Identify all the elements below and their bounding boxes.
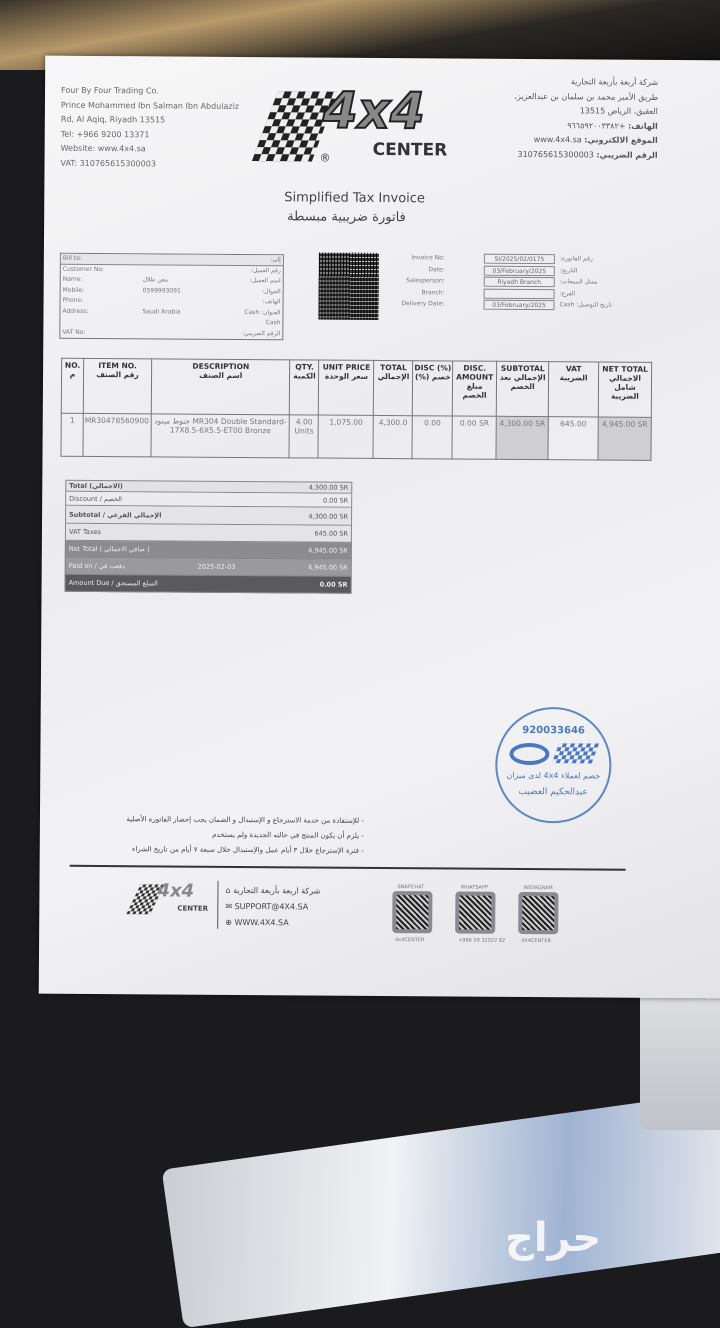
items-table bbox=[60, 358, 652, 461]
column-header-ar: الاجمالي شامل الضريبة bbox=[609, 373, 641, 401]
address-line-1: Prince Mohammed Ibn Salman Ibn Abdulaziz bbox=[60, 100, 240, 111]
company-stamp bbox=[495, 707, 612, 824]
bill-to-label-en: Phone: bbox=[62, 296, 84, 304]
column-header-ar: رقم الصنف bbox=[96, 369, 139, 380]
column-header bbox=[61, 358, 83, 413]
invoice-info-label-ar: الفرع: bbox=[559, 289, 576, 297]
footer-contact bbox=[225, 883, 320, 932]
totals-box bbox=[65, 480, 353, 594]
column-header-en: NO. bbox=[64, 360, 81, 370]
table-cell: 0.00 SR bbox=[452, 416, 496, 459]
column-header-en: DISC (%) bbox=[414, 363, 452, 373]
totals-value: 645.00 SR bbox=[314, 529, 348, 538]
address-line-2: Rd, Al Aqiq, Riyadh 13515 bbox=[60, 114, 166, 125]
footer-divider bbox=[70, 865, 626, 871]
totals-label: Amount Due / المبلغ المستحق bbox=[68, 578, 158, 588]
bill-to-label-ar: الجوال: bbox=[262, 287, 281, 295]
company-logo bbox=[264, 81, 448, 172]
company-info-en bbox=[60, 84, 239, 172]
policy-note: - فترة الإسترجاع خلال ٣ أيام عمل والإستبدال خلال سبعة ٧ أيام من تاريخ الشراء bbox=[132, 845, 364, 855]
column-header-ar: خصم (%) bbox=[414, 372, 451, 382]
totals-value: 4,300.00 SR bbox=[308, 511, 349, 521]
totals-row bbox=[65, 506, 352, 526]
table-cell: 4,945.00 SR bbox=[598, 417, 651, 460]
invoice-info-value: SI/2025/02/0175 bbox=[484, 254, 555, 264]
return-policy-notes bbox=[58, 812, 364, 859]
column-header-ar: الإجمالي bbox=[377, 371, 410, 382]
totals-date: 2025-02-03 bbox=[197, 562, 236, 571]
stamp-phone: 920033646 bbox=[522, 724, 585, 737]
stamp-text-2: عبدالحكيم العضيب bbox=[518, 786, 588, 798]
invoice-info-label-en: Salesperson: bbox=[406, 277, 445, 285]
bill-to-label-en: Address: bbox=[62, 307, 89, 315]
bill-to-label-ar: اسم العميل: bbox=[249, 277, 281, 285]
totals-label: Paid on / دفعت في bbox=[68, 561, 125, 571]
social-handle: +966 59 32022 82 bbox=[458, 937, 506, 944]
logo-center: CENTER bbox=[372, 139, 448, 161]
website-label-ar: الموقع الالكتروني: bbox=[584, 135, 658, 145]
column-header bbox=[496, 361, 548, 416]
telephone: Tel: +966 9200 13371 bbox=[60, 129, 150, 139]
table-cell: 4,300.00 SR bbox=[496, 416, 548, 459]
footer-logo-center: CENTER bbox=[177, 904, 209, 913]
totals-row bbox=[65, 575, 352, 594]
bill-to-label-ar: رقم العميل: bbox=[250, 266, 281, 274]
invoice-info-label-en: Delivery Date: bbox=[401, 300, 445, 308]
watermark: حراج bbox=[505, 1215, 602, 1261]
column-header bbox=[151, 359, 290, 415]
bill-to-label-en: Name: bbox=[62, 275, 83, 283]
globe-icon: ⊕ bbox=[225, 917, 232, 927]
bill-to-row bbox=[60, 327, 282, 339]
stamp-logo-icon bbox=[509, 743, 549, 765]
vat-number: VAT: 310765615300003 bbox=[60, 158, 156, 168]
footer-vertical-divider bbox=[217, 881, 218, 929]
totals-value: 4,300.00 SR bbox=[308, 483, 349, 492]
social-label: INSTAGRAM bbox=[523, 884, 553, 892]
title-ar: فاتورة ضريبية مبسطة bbox=[287, 209, 406, 226]
vat-ar: 310765615300003 bbox=[517, 149, 594, 159]
social-handle: 4X4CENTER bbox=[521, 937, 552, 945]
totals-label: Subtotal / الإجمالي الفرعي bbox=[69, 510, 162, 519]
registered-mark: ® bbox=[319, 151, 331, 165]
bill-to-value: Saudi Arabia bbox=[142, 307, 181, 316]
footer-logo bbox=[133, 880, 213, 921]
column-header bbox=[374, 360, 413, 415]
column-header-en: ITEM NO. bbox=[98, 360, 137, 371]
bill-to-label-ar: Cash bbox=[265, 319, 281, 327]
title-en: Simplified Tax Invoice bbox=[284, 190, 425, 207]
invoice-info-value: 03/February/2025 bbox=[484, 265, 555, 275]
column-header bbox=[548, 362, 598, 417]
table-cell: 4.00 Units bbox=[289, 415, 318, 458]
phone-ar: +٩٦٦٥٩٢٠٠٣٣٨٢ bbox=[567, 120, 626, 131]
website-ar: www.4x4.sa bbox=[533, 135, 582, 145]
totals-label: Total (الاجمالي) bbox=[69, 481, 123, 491]
column-header-en: VAT bbox=[565, 364, 582, 374]
table-cell: جنوط مينود MR304 Double Standard-17X8.5-6X5.5-ET00 Bronze bbox=[151, 414, 290, 458]
table-cell: MR30478560900 bbox=[83, 413, 151, 456]
column-header-en: QTY. bbox=[295, 362, 314, 372]
table-cell: 4,300.0 bbox=[373, 415, 412, 458]
footer-logo-text: 4x4 bbox=[157, 880, 195, 902]
invoice-qr-code bbox=[318, 253, 378, 320]
bill-to-label-en: VAT No: bbox=[62, 328, 86, 336]
bill-to-label-en: Customer No: bbox=[62, 265, 105, 273]
bill-to-box bbox=[59, 253, 284, 341]
footer-website[interactable]: WWW.4X4.SA bbox=[234, 917, 289, 928]
totals-value: 0.00 SR bbox=[319, 580, 348, 589]
vat-label-ar: الرقم الضريبي: bbox=[596, 149, 658, 160]
column-header-ar: سعر الوحدة bbox=[324, 371, 369, 381]
invoice-info-value bbox=[484, 288, 555, 298]
bill-to-label-en: Bill to: bbox=[62, 254, 82, 262]
social-label: SNAPCHAT bbox=[397, 884, 425, 891]
column-header bbox=[452, 361, 496, 416]
totals-row bbox=[65, 558, 352, 577]
invoice-info-label-ar: ممثل المبيعات: bbox=[559, 278, 598, 286]
column-header bbox=[290, 360, 319, 415]
bill-to-value: معن طلال bbox=[142, 276, 169, 284]
column-header bbox=[83, 358, 151, 413]
invoice-info-label-en: Date: bbox=[428, 265, 445, 273]
invoice-info-value: Riyadh Branch bbox=[484, 277, 555, 287]
company-info-ar bbox=[473, 75, 659, 163]
invoice-paper bbox=[39, 56, 720, 999]
bill-to-value: 0599993091 bbox=[142, 286, 181, 295]
social-qr-code[interactable] bbox=[518, 892, 558, 934]
column-header-en: NET TOTAL bbox=[602, 364, 649, 374]
invoice-info-label-en: Branch: bbox=[421, 288, 445, 296]
bill-to-label-ar: الرقم الضريبي: bbox=[242, 329, 281, 337]
social-qr-code[interactable] bbox=[455, 892, 495, 934]
stamp-flag-icon bbox=[552, 743, 599, 763]
table-row bbox=[61, 413, 651, 460]
totals-label: Net Total ( صافي الاجمالي ) bbox=[68, 544, 150, 554]
column-header bbox=[598, 362, 651, 417]
stamp-text-1: خصم لعملاء 4x4 لدى ميزان bbox=[506, 770, 601, 781]
footer-email[interactable]: SUPPORT@4X4.SA bbox=[234, 901, 309, 912]
totals-value: 0.00 SR bbox=[322, 496, 349, 505]
totals-label: VAT Taxes bbox=[68, 527, 101, 537]
company-name: Four By Four Trading Co. bbox=[61, 85, 159, 96]
totals-row bbox=[65, 541, 352, 560]
plastic-bag bbox=[162, 1092, 720, 1328]
phone-label-ar: الهاتف: bbox=[628, 121, 658, 131]
column-header-en: DESCRIPTION bbox=[192, 361, 250, 372]
address-line-2-ar: العقيق، الرياض 13515 bbox=[579, 106, 658, 116]
invoice-info-label-ar: رقم الفاتورة: bbox=[559, 255, 593, 263]
bill-to-label-ar: إلى: bbox=[270, 256, 281, 264]
column-header-en: UNIT PRICE bbox=[322, 362, 371, 372]
column-header-en: SUBTOTAL bbox=[500, 363, 545, 374]
policy-note: - للإستفادة من خدمة الاسترجاع و الإستبدال و الضمان يجب إحضار الفاتورة الأصلية bbox=[126, 815, 364, 825]
email-icon: ✉ bbox=[225, 901, 233, 911]
column-header-en: TOTAL bbox=[380, 362, 407, 373]
social-qr-code[interactable] bbox=[392, 891, 432, 933]
column-header-ar: الكمية bbox=[293, 371, 316, 381]
totals-value: 4,945.00 SR bbox=[308, 563, 348, 572]
table-cell: 1 bbox=[61, 413, 83, 456]
website: Website: www.4x4.sa bbox=[60, 143, 146, 154]
invoice-info-label-ar: التاريخ: bbox=[559, 266, 578, 274]
bill-to-label-ar: العنوان: Cash bbox=[244, 308, 281, 316]
column-header-en: DISC. AMOUNT bbox=[456, 363, 494, 382]
logo-text: 4x4 bbox=[322, 81, 425, 141]
totals-value: 4,945.00 SR bbox=[308, 546, 348, 555]
address-line-1-ar: طريق الأمير محمد بن سلمان بن عبدالعزيز، bbox=[514, 91, 659, 102]
column-header bbox=[413, 361, 453, 416]
column-header-ar: الإجمالي بعد الخصم bbox=[499, 372, 546, 392]
invoice-info-label-en: Invoice No: bbox=[411, 254, 445, 262]
totals-row bbox=[65, 524, 352, 543]
company-name-ar: شركة أربعة بأربعة التجارية bbox=[570, 77, 659, 87]
invoice-info-value: 03/February/2025 bbox=[484, 300, 555, 310]
bill-to-label-en: Mobile: bbox=[62, 286, 85, 294]
totals-label: Discount / الخصم bbox=[69, 494, 123, 503]
column-header-ar: الضريبة bbox=[559, 373, 588, 383]
home-icon: ⌂ bbox=[225, 885, 231, 895]
footer-company: شركة اربعة بأربعة التجارية bbox=[233, 885, 321, 896]
bill-to-label-ar: الهاتف: bbox=[262, 298, 281, 306]
table-cell: 645.00 bbox=[548, 417, 598, 460]
column-header-ar: اسم الصنف bbox=[199, 370, 243, 381]
invoice-info-label-ar: تاريخ التوصيل: Cash bbox=[559, 301, 613, 309]
column-header bbox=[319, 360, 374, 415]
table-cell: 0.00 bbox=[412, 416, 452, 459]
table-cell: 1,075.00 bbox=[318, 415, 373, 458]
column-header-ar: م bbox=[69, 369, 76, 379]
social-label: WHATSAPP bbox=[460, 884, 489, 891]
social-handle: 4x4CENTER bbox=[395, 937, 425, 944]
column-header-ar: مبلغ الخصم bbox=[462, 381, 487, 400]
policy-note: - يلزم أن يكون المنتج في حالته الجديدة ولم يستخدم bbox=[212, 830, 364, 840]
